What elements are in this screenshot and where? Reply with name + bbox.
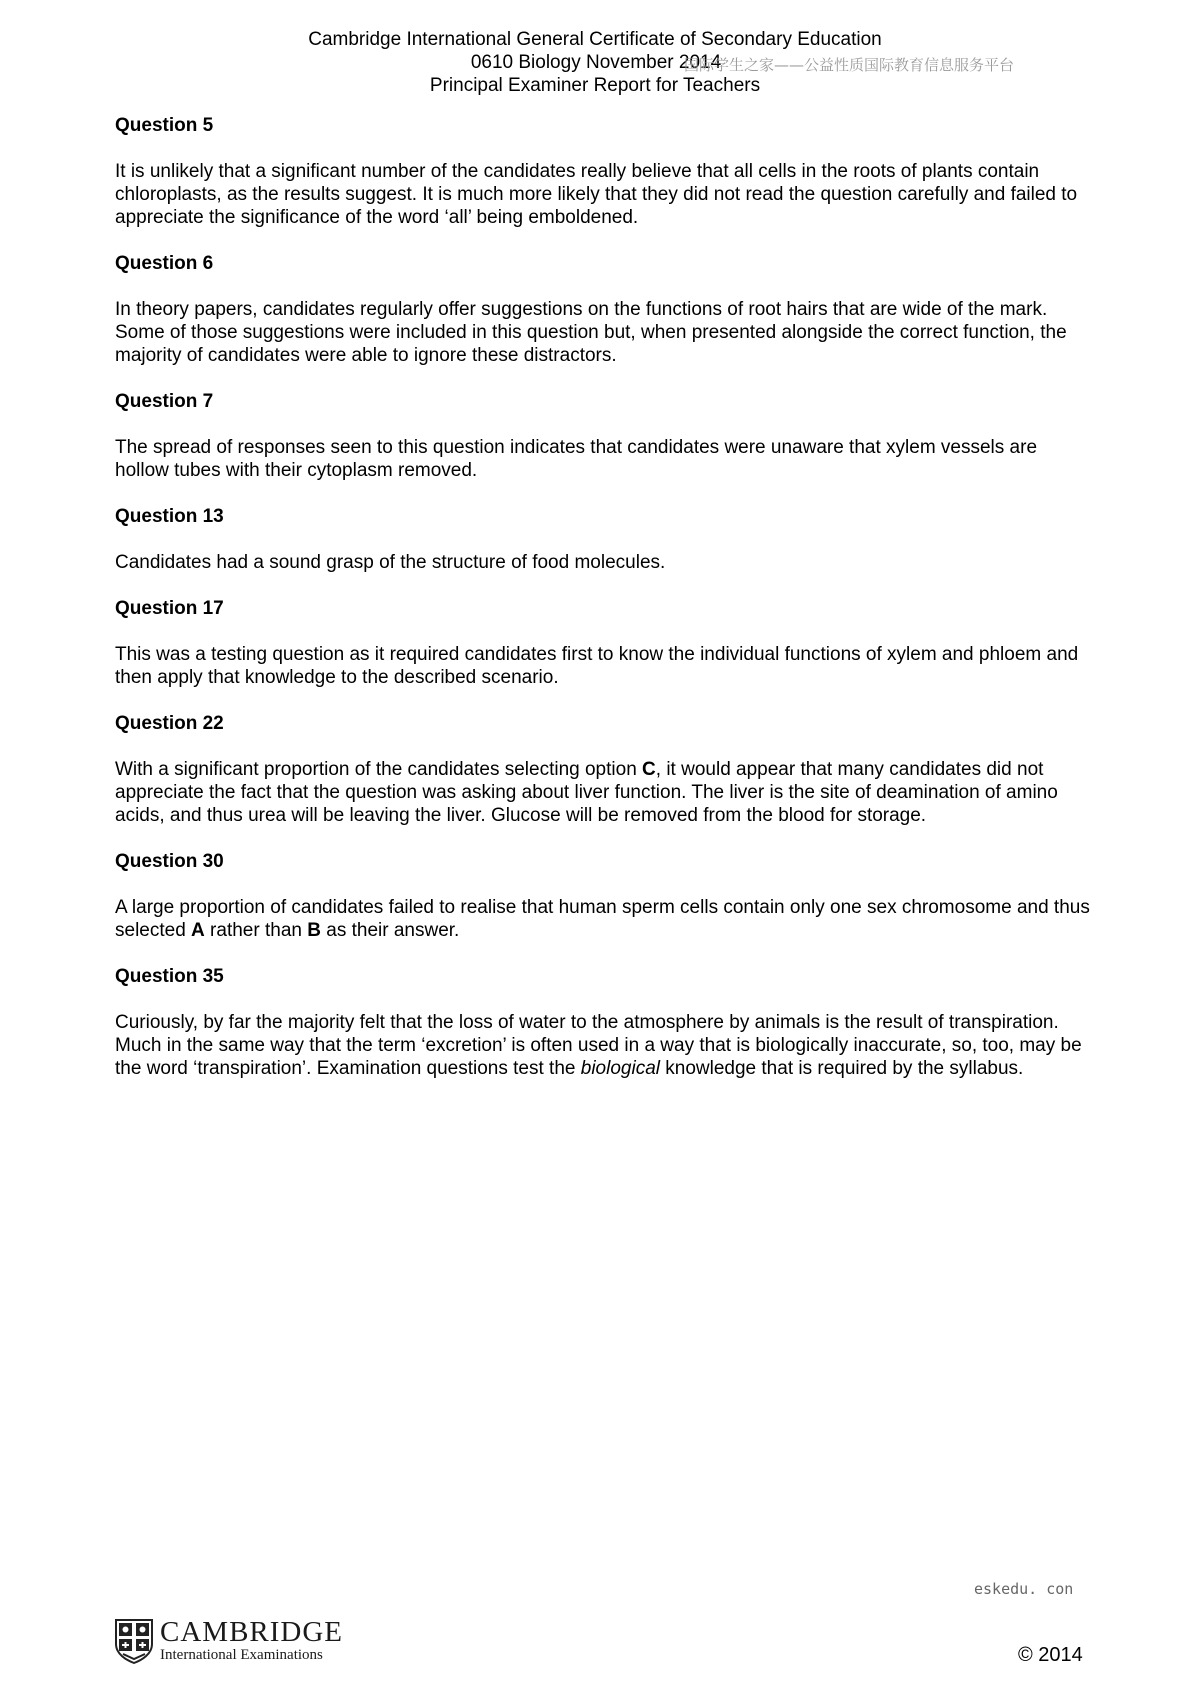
question-title: Question 17	[115, 598, 224, 619]
question-title: Question 13	[115, 506, 224, 527]
header-line-1: Cambridge International General Certificate of Secondary Education	[308, 29, 882, 50]
question-body	[115, 758, 1095, 827]
crest-icon	[114, 1618, 154, 1664]
question-title: Question 6	[115, 253, 214, 274]
logo-text	[160, 1618, 343, 1664]
option-letter: B	[307, 920, 321, 941]
cambridge-logo	[114, 1618, 343, 1664]
question-title: Question 35	[115, 966, 224, 987]
question-body: The spread of responses seen to this question indicates that candidates were unaware that xylem vessels are hollow tubes with their cytoplasm removed.	[115, 437, 1038, 481]
site-watermark: eskedu. con	[974, 1580, 1074, 1598]
text-run: Curiously, by far the majority felt that the loss of water to the atmosphere by animals is the result of transpiration. Much in the same way that the term ‘excretion’ is often used in a way that is biologically inaccurate, so, too, may be the word ‘transpiration’. Examination questions test the	[115, 1012, 1082, 1079]
question-body	[115, 896, 1095, 942]
logo-subtitle: International Examinations	[160, 1647, 323, 1663]
question-body: This was a testing question as it required candidates first to know the individual functions of xylem and phloem and then apply that knowledge to the described scenario.	[115, 644, 1079, 688]
question-body: It is unlikely that a significant number of the candidates really believe that all cells in the roots of plants contain chloroplasts, as the results suggest. It is much more likely that they did not read the question carefully and failed to appreciate the significance of the word ‘all’ being emboldened.	[115, 161, 1078, 228]
emphasis-text: biological	[580, 1058, 660, 1079]
text-run: knowledge that is required by the syllabus.	[660, 1058, 1024, 1079]
text-run: , it would appear that many candidates did not appreciate the fact that the question was asking about liver function. The liver is the site of deamination of amino acids, and thus urea will be leaving the liver. Glucose will be removed from the blood for storage.	[115, 759, 1058, 826]
text-run: rather than	[204, 920, 308, 941]
text-run: as their answer.	[320, 920, 460, 941]
text-run: With a significant proportion of the candidates selecting option	[115, 759, 643, 780]
question-title: Question 7	[115, 391, 214, 412]
copyright-text: © 2014	[1018, 1644, 1083, 1666]
question-body	[115, 1011, 1095, 1080]
question-body: In theory papers, candidates regularly offer suggestions on the functions of root hairs that are wide of the mark. Some of those suggestions were included in this question but, when presented alongside the correct function, the majority of candidates were able to ignore these distractors.	[115, 299, 1067, 366]
option-letter: A	[191, 920, 205, 941]
question-title: Question 5	[115, 115, 214, 136]
text-run: A large proportion of candidates failed to realise that human sperm cells contain only one sex chromosome and thus selected	[115, 897, 1090, 941]
report-content	[115, 114, 1095, 1103]
option-letter: C	[642, 759, 656, 780]
question-title: Question 30	[115, 851, 224, 872]
question-body: Candidates had a sound grasp of the structure of food molecules.	[115, 552, 666, 573]
logo-title: CAMBRIDGE	[160, 1616, 344, 1648]
header-line-3: Principal Examiner Report for Teachers	[429, 75, 761, 96]
watermark-text: 国际学生之家——公益性质国际教育信息服务平台	[684, 56, 1015, 74]
header-line-2: 0610 Biology November 2014	[470, 52, 722, 73]
question-title: Question 22	[115, 713, 224, 734]
